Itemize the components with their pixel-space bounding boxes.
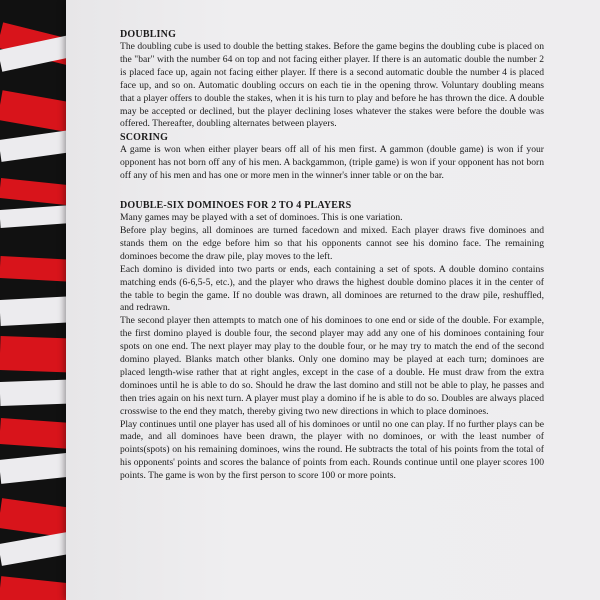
section-spacer bbox=[120, 183, 544, 199]
section-heading-doubling: DOUBLING bbox=[120, 29, 177, 40]
section-heading-dominoes: DOUBLE-SIX DOMINOES FOR 2 TO 4 PLAYERS bbox=[120, 200, 352, 212]
rules-text bbox=[120, 28, 544, 483]
paragraph-dominoes-play: The second player then attempts to match one of his dominoes to one end or side of the double. For example, the first domino played is double four, the second player may add any one of his dominoes containing four spots on one end. The next player may play to the double four, or he may try to match the end of the second domino played. Blanks match other blanks. Only one domino may be played at each turn; dominoes are placed length-wise rather that at right angles, except in the case of a double. He must draw from the extra dominoes until he is able to do so. Should he draw the last domino and still not be able to play, he passes and then tries again on his next turn. A player must play a domino if he is able to do so. Doubles are always placed crosswise to the end they match, thereby giving two new directions in which to place dominoes. bbox=[120, 315, 544, 417]
paragraph-dominoes-scoring: Play continues until one player has used all of his dominoes or until no one can play. If no further plays can be made, and all dominoes have been drawn, the player with no dominoes, or with the least number of points(spots) on his remaining dominoes, wins the round. He subtracts the total of his points from the total of his opponents' points and scores the balance of points from each. Rounds continue until one player scores 100 points. The game is won by the first person to score 100 or more points. bbox=[120, 418, 544, 482]
paragraph-scoring: A game is won when either player bears off all of his men first. A gammon (double game) is won if your opponent has not born off any of his men. A backgammon, (triple game) is won if your opponent has not born off any of his men and has one or more men in the winner's inner table or on the bar. bbox=[120, 144, 544, 182]
paragraph-dominoes-intro: Many games may be played with a set of dominoes. This is one variation. bbox=[120, 212, 403, 224]
paragraph-dominoes-setup: Before play begins, all dominoes are turned facedown and mixed. Each player draws five dominoes and stands them on the edge before him so that his opponents cannot see his domino face. The remaining dominoes become the draw pile, play moves to the left. bbox=[120, 224, 544, 262]
paragraph-doubling: The doubling cube is used to double the betting stakes. Before the game begins the doubling cube is placed on the "bar" with the number 64 on top and not facing either player. If there is an automatic double the number 2 is placed face up, again not facing either player. If there is a second automatic double the number 4 is placed face up, and so on. Automatic doubling occurs on each tie in the opening throw. Voluntary doubling means that a player offers to double the stakes, when it is his turn to play and before he has thrown the dice. A double may be accepted or declined, but the player declining loses whatever the stakes were before the double was offered. Thereafter, doubling alternates between players. bbox=[120, 41, 544, 130]
section-heading-scoring: SCORING bbox=[120, 132, 169, 144]
paragraph-dominoes-ends: Each domino is divided into two parts or ends, each containing a set of spots. A double domino contains matching ends (6-6,5-5, etc.), and the player who draws the highest double domino places it in the center of the table to begin the game. If no double was drawn, all dominoes are returned to the draw pile, reshuffled, and redrawn. bbox=[120, 263, 544, 314]
